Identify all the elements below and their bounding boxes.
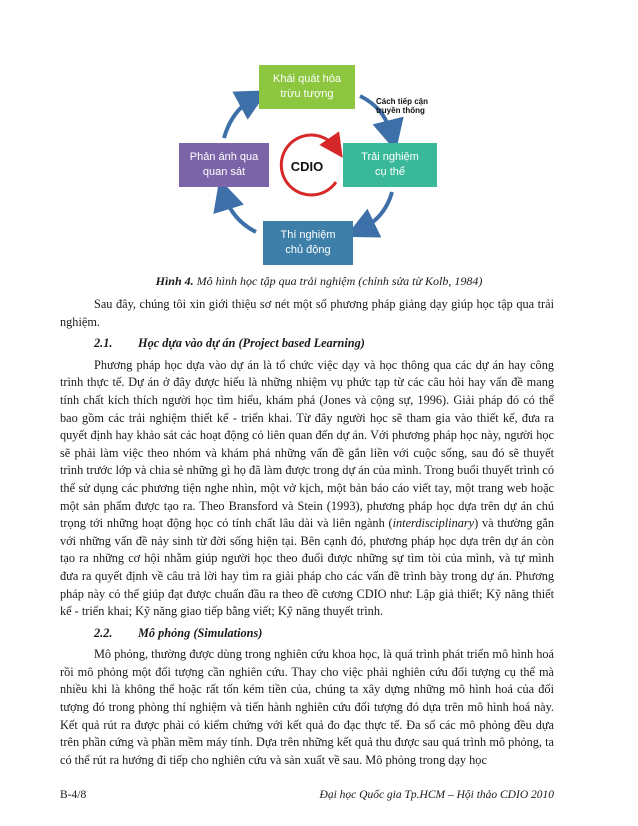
box-line: Thí nghiệm [280,229,336,241]
box-line: chủ động [285,244,331,256]
abstract-conceptualization-box [259,65,355,109]
paragraph-text: Phương pháp học dựa vào dự án là tổ chức việc dạy và học thông qua các dự án hay công trình thực tế. Dự án ở đây được hiểu là những nhiệm vụ phức tạp từ các câu hỏi hay vấn đề mang tính chất kích thích người học tìm hiểu, khám phá (Jones và cộng sự, 1996). Giải pháp đó có thể bao gồm các trải nghiệm thiết kế - triển khai. Từ đây người học sẽ tham gia vào thiết kế, đưa ra quyết định hay khảo sát các hoạt động có liên quan đến dự án. Với phương pháp học này, người học sẽ phải làm việc theo nhóm và khám phá những vấn đề gắn liền với cuộc sống, sau đó sẽ thuyết trình trước lớp và chia sẻ những gì họ đã làm được trong dự án của mình. Trong buổi thuyết trình có thể sử dụng các phương tiện nghe nhìn, một vở kịch, một bản báo cáo viết tay, một trang web hoặc một sản phẩm được tạo ra. Theo Bransford và Stein (1993), phương pháp học dựa trên dự án chú trọng tới những hoạt động học có tính chất lâu dài và liên ngành ( [60,357,554,531]
active-experimentation-box [263,221,353,265]
box-line: Trải nghiệm [361,151,419,163]
kolb-cycle-diagram [0,0,638,270]
section-title: Học dựa vào dự án (Project based Learning) [138,336,365,351]
concrete-experience-box [343,143,437,187]
arrow-left-to-top [224,98,254,138]
section-number: 2.1. [94,336,113,351]
box-line: trừu tượng [280,88,334,100]
box-line: quan sát [202,166,246,178]
box-line: Phản ánh qua [189,151,259,163]
paragraph-italic-term: interdisciplinary [392,516,475,531]
section-heading-2-1 [60,335,554,353]
arrow-right-to-bottom [360,192,392,230]
reflective-observation-box [179,143,269,187]
page-number: B-4/8 [60,789,87,801]
section-title: Mô phỏng (Simulations) [138,625,263,640]
figure-caption [0,274,638,289]
label-line: Cách tiếp cận [376,97,429,106]
section-2-1-paragraph [60,357,554,621]
section-2-2-paragraph: Mô phỏng, thường được dùng trong nghiên cứu khoa học, là quá trình phát triển mô hình hoá rồi mô phỏng một đối tượng cần nghiên cứu. Thay cho việc phải nghiên cứu đối tượng cụ thể mà nhiều khi là không thể hoặc rất tốn kém tiền của, chúng ta xây dựng những mô hình hoá của đối tượng đó trong phòng thí nghiệm và tiến hành nghiên cứu đối tượng đó dựa trên mô hình hoá này. Kết quả rút ra được phải có kiểm chứng với kết quả đo đạc thực tế. Đa số các mô phỏng đều dựa trên phần cứng và phần mềm máy tính. Dựa trên những kết quả thu được sau quá trình mô phỏng, ta có thể rút ra hướng đi tiếp cho nghiên cứu và sản xuất về sau. Mô phỏng trong dạy học [60,647,554,767]
arrow-bottom-to-left [224,194,256,232]
intro-paragraph: Sau đây, chúng tôi xin giới thiệu sơ nét một số phương pháp giảng dạy giúp học tập qua trải nghiệm. [60,297,554,329]
traditional-approach-label [376,97,428,115]
box-line: Khái quát hóa [273,73,341,85]
conference-name: Đại học Quốc gia Tp.HCM – Hội thảo CDIO 2010 [319,789,554,801]
caption-text: Mô hình học tập qua trải nghiệm (chỉnh sửa từ Kolb, 1984) [193,274,483,288]
cdio-label: CDIO [290,159,324,174]
paragraph-text: ) và thường gắn với những vấn đề nảy sinh từ đời sống hiện tại. Bên cạnh đó, phương pháp học dựa trên dự án còn tạo ra những cơ hội nhằm giúp người học theo đuổi được những sự tìm tòi của mình, và tự mình đưa ra quyết định về câu trả lời hay tìm ra giải pháp cho các vấn đề trình bày trong dự án. Phương pháp này có thể giúp đạt được chuẩn đầu ra theo đề cương CDIO như: Lập giả thiết; Kỹ năng thiết kế - triển khai; Kỹ năng giao tiếp bằng viết; Kỹ năng thuyết trình. [60,516,554,619]
label-line: truyền thống [376,106,425,115]
body-text [60,296,554,769]
section-number: 2.2. [94,625,113,640]
caption-label: Hình 4. [155,274,194,288]
section-heading-2-2 [60,625,554,643]
box-line: cụ thể [375,166,405,178]
